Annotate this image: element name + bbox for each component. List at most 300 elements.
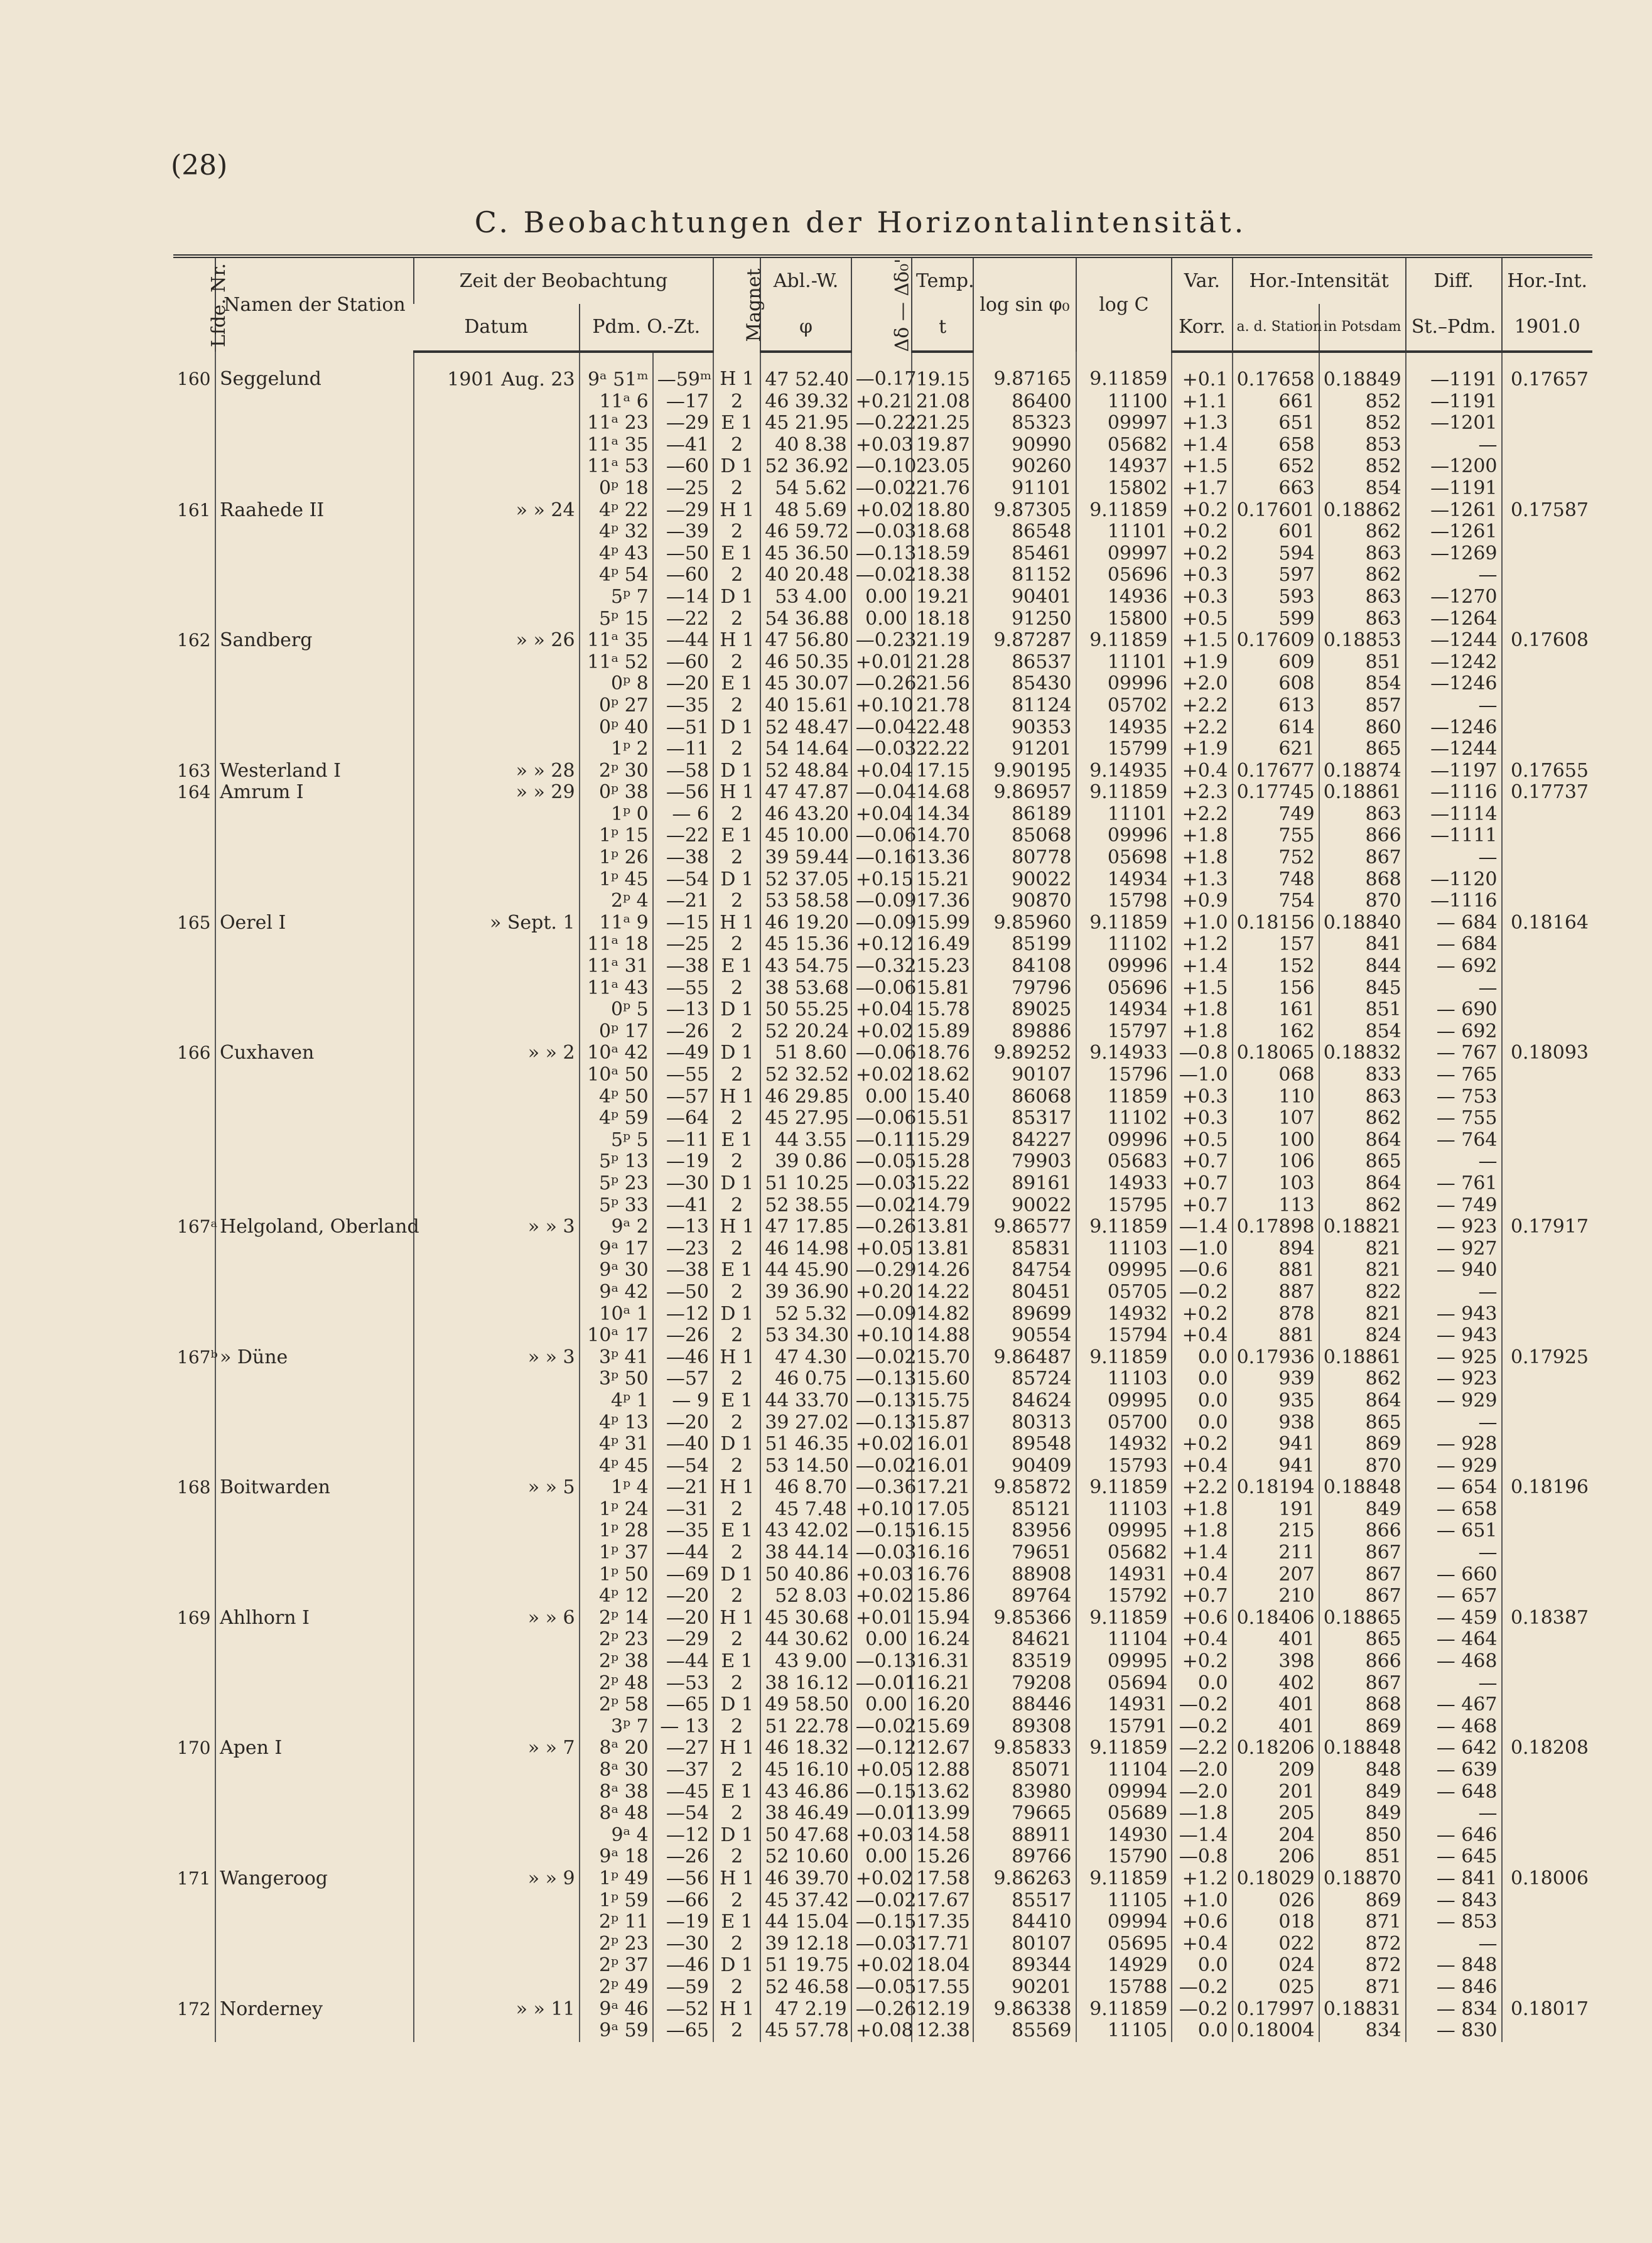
row-var: —1.4	[1172, 1216, 1232, 1238]
row-logsin: 81152	[973, 565, 1076, 586]
row-diff: —1191	[1406, 478, 1502, 500]
row-potsdam-int: 869	[1319, 1716, 1406, 1738]
row-potsdam-int: 867	[1319, 847, 1406, 869]
row-potsdam-int: 822	[1319, 1282, 1406, 1304]
row-time: 2ᵖ 4	[580, 890, 653, 912]
row-magnet: 2	[713, 1021, 760, 1043]
row-logsin: 86537	[973, 652, 1076, 674]
row-ablw: 44 33.70	[760, 1390, 851, 1412]
table-row	[173, 1021, 1592, 1043]
row-diff: —1114	[1406, 804, 1502, 826]
row-potsdam-int: 854	[1319, 478, 1406, 500]
row-logsin: 85461	[973, 543, 1076, 565]
row-potsdam-int: 854	[1319, 673, 1406, 695]
row-corr: +0.03	[851, 435, 912, 457]
row-var: —0.2	[1172, 1977, 1232, 1999]
row-magnet: 2	[713, 1977, 760, 1999]
row-logsin: 91250	[973, 608, 1076, 630]
row-datum	[414, 1977, 580, 1999]
row-horint	[1502, 1108, 1593, 1130]
row-station	[215, 1390, 414, 1412]
row-logc: 05683	[1076, 1151, 1172, 1173]
row-potsdam-int: 833	[1319, 1064, 1406, 1086]
row-potsdam-int: 0.18874	[1319, 760, 1406, 782]
row-corr: 0.00	[851, 1694, 912, 1716]
row-end: —29	[653, 1629, 713, 1651]
row-var: —1.0	[1172, 1064, 1232, 1086]
row-end: —59	[653, 1977, 713, 1999]
row-var: +1.5	[1172, 630, 1232, 652]
table-row	[173, 804, 1592, 826]
row-ablw: 45 37.42	[760, 1890, 851, 1912]
row-corr: —0.09	[851, 912, 912, 934]
table-row	[173, 1781, 1592, 1803]
row-station-int: 0.17677	[1233, 760, 1319, 782]
row-logsin: 9.86263	[973, 1868, 1076, 1890]
row-potsdam-int: 0.18849	[1319, 352, 1406, 391]
row-nr: 167ᵃ	[177, 1216, 218, 1238]
row-datum	[414, 847, 580, 869]
header-datum: Datum	[414, 304, 580, 352]
row-corr: —0.03	[851, 1173, 912, 1195]
row-logc: 05694	[1076, 1673, 1172, 1695]
row-station-int: 162	[1233, 1021, 1319, 1043]
row-nr	[173, 1151, 215, 1173]
table-row	[173, 1347, 1592, 1369]
row-logc: 9.11859	[1076, 1216, 1172, 1238]
row-magnet: 2	[713, 1282, 760, 1304]
row-logsin: 89161	[973, 1173, 1076, 1195]
row-nr	[173, 391, 215, 413]
row-time: 11ᵃ 43	[580, 978, 653, 1000]
row-temp: 17.05	[912, 1499, 973, 1521]
row-logc: 9.11859	[1076, 1868, 1172, 1890]
row-corr: —0.13	[851, 1368, 912, 1390]
row-logc: 05700	[1076, 1412, 1172, 1434]
row-ablw: 38 16.12	[760, 1673, 851, 1695]
row-nr	[173, 869, 215, 891]
row-diff: —1111	[1406, 825, 1502, 847]
row-temp: 22.22	[912, 738, 973, 760]
row-logc: 05695	[1076, 1933, 1172, 1955]
table-row	[173, 890, 1592, 912]
row-time: 1ᵖ 2	[580, 738, 653, 760]
row-horint	[1502, 1955, 1593, 1977]
row-logc: 09997	[1076, 413, 1172, 435]
row-corr: —0.04	[851, 717, 912, 739]
row-horint	[1502, 1130, 1593, 1152]
row-horint: 0.18208	[1502, 1738, 1593, 1759]
row-time: 9ᵃ 59	[580, 2020, 653, 2042]
table-row	[173, 999, 1592, 1021]
row-logc: 09995	[1076, 1260, 1172, 1282]
header-horint: Hor.-Intensität	[1233, 256, 1406, 304]
row-magnet: D 1	[713, 1694, 760, 1716]
row-station-int: 881	[1233, 1260, 1319, 1282]
header-pdm: Pdm. O.-Zt.	[580, 304, 713, 352]
row-temp: 13.81	[912, 1238, 973, 1260]
row-ablw: 43 9.00	[760, 1651, 851, 1673]
row-horint	[1502, 1977, 1593, 1999]
row-time: 4ᵖ 22	[580, 500, 653, 522]
row-logc: 9.11859	[1076, 912, 1172, 934]
row-diff: —	[1406, 847, 1502, 869]
row-temp: 15.78	[912, 999, 973, 1021]
row-var: +1.5	[1172, 978, 1232, 1000]
row-temp: 16.31	[912, 1651, 973, 1673]
row-datum	[414, 478, 580, 500]
row-potsdam-int: 0.18848	[1319, 1738, 1406, 1759]
row-nr	[173, 543, 215, 565]
row-station: Oerel I	[215, 912, 414, 934]
table-body	[173, 352, 1592, 2042]
row-temp: 14.26	[912, 1260, 973, 1282]
row-magnet: D 1	[713, 869, 760, 891]
row-temp: 21.56	[912, 673, 973, 695]
row-nr	[173, 847, 215, 869]
row-diff: —	[1406, 1151, 1502, 1173]
row-time: 2ᵖ 23	[580, 1629, 653, 1651]
row-station-int: 068	[1233, 1064, 1319, 1086]
row-horint	[1502, 1846, 1593, 1868]
row-potsdam-int: 841	[1319, 934, 1406, 956]
row-potsdam-int: 862	[1319, 1108, 1406, 1130]
row-magnet: D 1	[713, 456, 760, 478]
row-datum	[414, 1195, 580, 1217]
row-var: +0.2	[1172, 1304, 1232, 1326]
row-var: +0.2	[1172, 521, 1232, 543]
row-potsdam-int: 872	[1319, 1955, 1406, 1977]
row-corr: —0.01	[851, 1673, 912, 1695]
row-potsdam-int: 864	[1319, 1173, 1406, 1195]
row-magnet: E 1	[713, 543, 760, 565]
row-magnet: H 1	[713, 1999, 760, 2021]
row-end: —17	[653, 391, 713, 413]
row-station	[215, 695, 414, 717]
row-logc: 11102	[1076, 934, 1172, 956]
row-nr	[173, 956, 215, 978]
row-datum: » » 9	[414, 1868, 580, 1890]
page-number: (28)	[171, 149, 228, 181]
row-datum	[414, 1368, 580, 1390]
row-potsdam-int: 863	[1319, 804, 1406, 826]
row-nr	[173, 890, 215, 912]
row-time: 0ᵖ 40	[580, 717, 653, 739]
row-time: 11ᵃ 52	[580, 652, 653, 674]
row-time: 9ᵃ 42	[580, 1282, 653, 1304]
row-var: +0.2	[1172, 543, 1232, 565]
row-horint	[1502, 413, 1593, 435]
row-logsin: 90260	[973, 456, 1076, 478]
table-row	[173, 1368, 1592, 1390]
row-horint	[1502, 1803, 1593, 1825]
row-time: 5ᵖ 13	[580, 1151, 653, 1173]
row-horint	[1502, 825, 1593, 847]
row-station	[215, 1086, 414, 1108]
row-ablw: 43 46.86	[760, 1781, 851, 1803]
row-var: +2.2	[1172, 804, 1232, 826]
row-potsdam-int: 862	[1319, 521, 1406, 543]
row-horint	[1502, 804, 1593, 826]
row-end: —50	[653, 543, 713, 565]
row-ablw: 50 55.25	[760, 999, 851, 1021]
row-logsin: 89308	[973, 1716, 1076, 1738]
row-ablw: 43 42.02	[760, 1520, 851, 1542]
row-magnet: D 1	[713, 1173, 760, 1195]
row-corr: —0.05	[851, 1151, 912, 1173]
row-horint	[1502, 1651, 1593, 1673]
row-var: +0.4	[1172, 1456, 1232, 1478]
row-nr	[173, 1933, 215, 1955]
row-end: —49	[653, 1042, 713, 1064]
row-ablw: 40 8.38	[760, 435, 851, 457]
row-logsin: 90554	[973, 1325, 1076, 1347]
row-magnet: H 1	[713, 1738, 760, 1759]
row-var: +1.4	[1172, 956, 1232, 978]
row-temp: 14.34	[912, 804, 973, 826]
row-magnet: E 1	[713, 1651, 760, 1673]
row-end: —22	[653, 825, 713, 847]
row-station	[215, 1434, 414, 1456]
row-nr: 170	[177, 1738, 211, 1759]
row-diff: —1244	[1406, 738, 1502, 760]
row-datum	[414, 869, 580, 891]
row-diff: —	[1406, 978, 1502, 1000]
row-logc: 09994	[1076, 1781, 1172, 1803]
row-station-int: 0.18194	[1233, 1477, 1319, 1499]
row-potsdam-int: 848	[1319, 1759, 1406, 1781]
row-magnet: E 1	[713, 1520, 760, 1542]
row-nr: 168	[177, 1477, 211, 1498]
row-datum	[414, 695, 580, 717]
row-nr	[173, 1629, 215, 1651]
row-station-int: 0.18206	[1233, 1738, 1319, 1759]
row-time: 1ᵖ 24	[580, 1499, 653, 1521]
row-ablw: 47 2.19	[760, 1999, 851, 2021]
row-potsdam-int: 864	[1319, 1390, 1406, 1412]
row-potsdam-int: 871	[1319, 1977, 1406, 1999]
row-logc: 11104	[1076, 1629, 1172, 1651]
row-time: 5ᵖ 15	[580, 608, 653, 630]
row-logsin: 85831	[973, 1238, 1076, 1260]
row-temp: 19.21	[912, 586, 973, 608]
row-logsin: 84624	[973, 1390, 1076, 1412]
row-horint	[1502, 934, 1593, 956]
row-station	[215, 1759, 414, 1781]
row-station-int: 0.17609	[1233, 630, 1319, 652]
row-end: —60	[653, 456, 713, 478]
row-time: 1ᵖ 15	[580, 825, 653, 847]
row-datum	[414, 1412, 580, 1434]
row-horint	[1502, 1933, 1593, 1955]
row-corr: —0.02	[851, 565, 912, 586]
row-corr: —0.13	[851, 1390, 912, 1412]
row-logc: 11859	[1076, 1086, 1172, 1108]
row-end: —55	[653, 1064, 713, 1086]
row-station-int: 941	[1233, 1434, 1319, 1456]
row-horint	[1502, 1586, 1593, 1608]
row-diff: —1244	[1406, 630, 1502, 652]
row-station-int: 0.17997	[1233, 1999, 1319, 2021]
row-temp: 15.26	[912, 1846, 973, 1868]
row-time: 11ᵃ 9	[580, 912, 653, 934]
row-station-int: 398	[1233, 1651, 1319, 1673]
row-temp: 14.58	[912, 1825, 973, 1847]
row-diff: —	[1406, 1282, 1502, 1304]
row-datum: » » 26	[414, 630, 580, 652]
row-nr	[173, 1911, 215, 1933]
row-magnet: H 1	[713, 1086, 760, 1108]
header-zeit: Zeit der Beobachtung	[414, 256, 713, 304]
row-temp: 18.76	[912, 1042, 973, 1064]
row-magnet: 2	[713, 738, 760, 760]
row-datum	[414, 1064, 580, 1086]
row-logc: 05696	[1076, 565, 1172, 586]
row-var: +1.8	[1172, 847, 1232, 869]
row-logsin: 9.87305	[973, 500, 1076, 522]
row-end: —20	[653, 1608, 713, 1630]
row-end: — 13	[653, 1716, 713, 1738]
row-logc: 11104	[1076, 1759, 1172, 1781]
row-temp: 22.48	[912, 717, 973, 739]
row-nr	[173, 1086, 215, 1108]
row-datum	[414, 1390, 580, 1412]
row-end: —12	[653, 1304, 713, 1326]
row-station-int: 594	[1233, 543, 1319, 565]
row-ablw: 38 53.68	[760, 978, 851, 1000]
row-magnet: 2	[713, 695, 760, 717]
row-corr: —0.02	[851, 1716, 912, 1738]
row-datum	[414, 890, 580, 912]
row-station	[215, 586, 414, 608]
row-corr: —0.12	[851, 1738, 912, 1759]
row-logc: 14934	[1076, 999, 1172, 1021]
table-row	[173, 1999, 1592, 2021]
row-datum	[414, 1021, 580, 1043]
row-ablw: 45 27.95	[760, 1108, 851, 1130]
row-temp: 14.68	[912, 782, 973, 804]
table-row	[173, 586, 1592, 608]
row-corr: —0.09	[851, 890, 912, 912]
table-row	[173, 1086, 1592, 1108]
row-station-int: 018	[1233, 1911, 1319, 1933]
row-station	[215, 978, 414, 1000]
row-logc: 14937	[1076, 456, 1172, 478]
row-datum	[414, 1651, 580, 1673]
row-magnet: 2	[713, 565, 760, 586]
row-potsdam-int: 863	[1319, 586, 1406, 608]
row-end: — 9	[653, 1390, 713, 1412]
row-horint	[1502, 1282, 1593, 1304]
row-time: 8ᵃ 20	[580, 1738, 653, 1759]
row-time: 4ᵖ 45	[580, 1456, 653, 1478]
row-var: +1.1	[1172, 391, 1232, 413]
row-horint	[1502, 391, 1593, 413]
header-magnet: Magnet	[713, 256, 760, 352]
row-ablw: 51 22.78	[760, 1716, 851, 1738]
row-station-int: 025	[1233, 1977, 1319, 1999]
row-station	[215, 738, 414, 760]
row-diff: — 692	[1406, 956, 1502, 978]
row-corr: +0.12	[851, 934, 912, 956]
row-potsdam-int: 0.18853	[1319, 630, 1406, 652]
row-ablw: 38 46.49	[760, 1803, 851, 1825]
header-station: Namen der Station	[215, 256, 414, 352]
row-diff: —1269	[1406, 543, 1502, 565]
row-corr: —0.15	[851, 1781, 912, 1803]
row-nr	[173, 1173, 215, 1195]
row-datum	[414, 1846, 580, 1868]
row-temp: 16.01	[912, 1434, 973, 1456]
row-var: +1.8	[1172, 1499, 1232, 1521]
row-end: —21	[653, 890, 713, 912]
row-potsdam-int: 852	[1319, 391, 1406, 413]
row-station-int: 209	[1233, 1759, 1319, 1781]
row-diff: — 830	[1406, 2020, 1502, 2042]
row-station	[215, 608, 414, 630]
row-station	[215, 1911, 414, 1933]
row-corr: —0.13	[851, 1412, 912, 1434]
row-logc: 11103	[1076, 1368, 1172, 1390]
row-horint	[1502, 608, 1593, 630]
row-magnet: D 1	[713, 760, 760, 782]
row-station	[215, 1173, 414, 1195]
row-datum: » » 2	[414, 1042, 580, 1064]
row-horint	[1502, 890, 1593, 912]
row-logsin: 90870	[973, 890, 1076, 912]
row-potsdam-int: 849	[1319, 1803, 1406, 1825]
row-temp: 15.86	[912, 1586, 973, 1608]
row-temp: 21.76	[912, 478, 973, 500]
row-magnet: H 1	[713, 1868, 760, 1890]
row-end: —15	[653, 912, 713, 934]
row-logc: 05682	[1076, 435, 1172, 457]
row-datum	[414, 1130, 580, 1152]
row-diff: —1270	[1406, 586, 1502, 608]
row-diff: — 928	[1406, 1434, 1502, 1456]
row-time: 10ᵃ 50	[580, 1064, 653, 1086]
row-var: +1.2	[1172, 1868, 1232, 1890]
row-station	[215, 1846, 414, 1868]
row-nr	[173, 1130, 215, 1152]
row-temp: 13.36	[912, 847, 973, 869]
row-station-int: 887	[1233, 1282, 1319, 1304]
row-temp: 17.55	[912, 1977, 973, 1999]
row-station-int: 881	[1233, 1325, 1319, 1347]
row-logsin: 89764	[973, 1586, 1076, 1608]
row-time: 11ᵃ 35	[580, 630, 653, 652]
row-station-int: 749	[1233, 804, 1319, 826]
row-end: —59ᵐ	[653, 352, 713, 391]
row-var: +0.4	[1172, 1629, 1232, 1651]
row-temp: 15.81	[912, 978, 973, 1000]
row-logc: 05698	[1076, 847, 1172, 869]
row-potsdam-int: 865	[1319, 738, 1406, 760]
row-horint	[1502, 543, 1593, 565]
row-corr: —0.03	[851, 738, 912, 760]
header-stpdm: St.–Pdm.	[1406, 304, 1502, 352]
row-datum	[414, 934, 580, 956]
row-var: +1.3	[1172, 869, 1232, 891]
row-diff: —1246	[1406, 717, 1502, 739]
row-magnet: H 1	[713, 630, 760, 652]
row-station	[215, 999, 414, 1021]
row-horint	[1502, 2020, 1593, 2042]
row-station-int: 205	[1233, 1803, 1319, 1825]
row-corr: +0.05	[851, 1238, 912, 1260]
table-row	[173, 2020, 1592, 2042]
row-horint	[1502, 478, 1593, 500]
